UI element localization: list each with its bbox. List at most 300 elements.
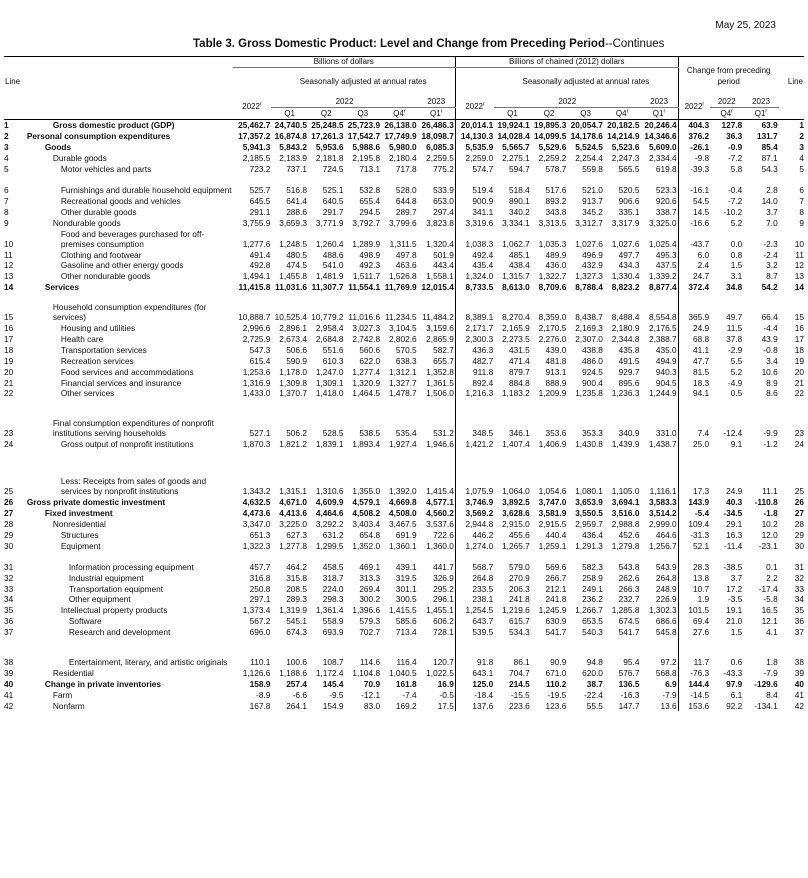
value-cell: 671.0 <box>545 668 567 678</box>
line-number: 15 <box>4 312 14 323</box>
value-cell: 298.3 <box>322 594 344 605</box>
value-cell: 94.1 <box>678 388 710 399</box>
row-label: Intellectual property products <box>60 605 168 616</box>
header-sa-billions: Seasonally adjusted at annual rates <box>299 76 427 86</box>
row-label: Nonresidential <box>52 518 106 529</box>
value-cell: -134.1 <box>754 700 778 711</box>
table-row <box>4 377 804 388</box>
value-cell: 338.7 <box>655 206 677 217</box>
value-cell: 1,216.3 <box>455 388 494 399</box>
value-cell: 547.3 <box>249 344 271 355</box>
table-row <box>4 667 804 678</box>
value-cell: 441.7 <box>433 561 454 572</box>
value-cell: 1,322.3 <box>242 540 271 551</box>
value-cell: 6.0 <box>678 249 710 260</box>
value-cell: 10.6 <box>761 366 778 377</box>
value-cell: 3,746.9 <box>455 496 494 507</box>
value-cell: 2,344.8 <box>611 333 640 344</box>
value-cell: 435.8 <box>618 344 640 355</box>
line-number-right: 19 <box>794 355 804 366</box>
value-cell: 574.7 <box>455 163 494 174</box>
value-cell: -12.1 <box>361 689 381 700</box>
row-label: Food and beverages purchased for off-premises consumption <box>60 228 205 249</box>
value-cell: 431.5 <box>508 344 530 355</box>
value-cell: 11,307.7 <box>311 282 344 293</box>
value-cell: 5,535.9 <box>455 141 494 152</box>
line-number: 40 <box>4 678 14 689</box>
value-cell: 641.4 <box>286 195 307 206</box>
value-cell: 2,999.0 <box>648 518 677 529</box>
table-row <box>4 130 804 141</box>
value-cell: 911.8 <box>455 366 494 377</box>
value-cell: 1,279.8 <box>611 540 640 551</box>
value-cell: -16.1 <box>678 174 710 195</box>
value-cell: 1,396.6 <box>352 605 381 616</box>
value-cell: 264.8 <box>655 572 677 583</box>
value-cell: 1,418.0 <box>315 388 344 399</box>
value-cell: 3,799.6 <box>388 217 417 228</box>
table-row <box>4 551 804 572</box>
value-cell: 1,327.7 <box>388 377 417 388</box>
value-cell: 775.2 <box>433 163 454 174</box>
line-number-right: 37 <box>794 627 804 638</box>
value-cell: 610.3 <box>322 355 344 366</box>
header-cq2: Q2 <box>531 108 568 120</box>
value-cell: 11,234.5 <box>384 312 417 323</box>
value-cell: 1,291.3 <box>575 540 603 551</box>
value-cell: 619.8 <box>655 163 677 174</box>
value-cell: 1,248.5 <box>279 238 307 249</box>
value-cell: 590.9 <box>286 355 307 366</box>
value-cell: 37.8 <box>726 333 743 344</box>
header-line-right: Line <box>787 76 803 86</box>
value-cell: 1,022.5 <box>426 668 454 678</box>
value-cell: 2,259.5 <box>426 153 454 164</box>
value-cell: 16.9 <box>437 678 454 689</box>
value-cell: 594.7 <box>508 163 530 174</box>
value-cell: 1,506.0 <box>426 388 454 399</box>
line-number-right: 33 <box>794 583 804 594</box>
value-cell: 125.0 <box>455 678 494 689</box>
value-cell: 404.3 <box>678 120 710 131</box>
value-cell: 40.3 <box>726 497 743 508</box>
value-cell: 579.3 <box>359 616 381 627</box>
value-cell: 248.9 <box>655 583 677 594</box>
value-cell: 1,481.9 <box>315 271 344 282</box>
header-change-2022-annual: 2022$^r$ <box>678 96 710 120</box>
value-cell: 439.0 <box>545 344 567 355</box>
value-cell: 10,779.2 <box>311 312 344 323</box>
value-cell: 1,256.7 <box>648 540 677 551</box>
value-cell: 296.1 <box>433 594 454 605</box>
line-number-right: 14 <box>794 282 804 293</box>
value-cell: 2,276.0 <box>538 333 567 344</box>
release-date: May 25, 2023 <box>715 20 776 31</box>
value-cell: 696.0 <box>249 627 271 638</box>
header-q3: Q3 <box>345 108 382 120</box>
value-cell: 49.7 <box>726 312 743 323</box>
value-cell: -17.4 <box>758 583 778 594</box>
value-cell: 924.5 <box>582 366 603 377</box>
value-cell: 1,327.3 <box>575 271 603 282</box>
table-header <box>4 57 804 120</box>
line-number-right: 21 <box>794 377 804 388</box>
table-row <box>4 496 804 507</box>
value-cell: 523.3 <box>655 184 677 195</box>
value-cell: 1,309.1 <box>315 377 344 388</box>
value-cell: 8,488.4 <box>611 312 640 323</box>
value-cell: 722.6 <box>433 529 454 540</box>
value-cell: 538.5 <box>359 428 381 439</box>
value-cell: 258.9 <box>582 572 603 583</box>
value-cell: 724.5 <box>322 163 344 174</box>
value-cell: 693.9 <box>322 627 344 638</box>
value-cell: 585.6 <box>395 616 417 627</box>
value-cell: 1,277.4 <box>352 366 381 377</box>
value-cell: 1,126.6 <box>242 668 271 678</box>
row-label: Household consumption expenditures (for services) <box>52 302 207 323</box>
value-cell: 651.3 <box>249 529 271 540</box>
value-cell: 24.9 <box>678 322 710 333</box>
table-row <box>4 594 804 605</box>
table-row <box>4 388 804 399</box>
value-cell: 531.2 <box>433 428 454 439</box>
value-cell: 1,839.1 <box>315 439 344 450</box>
row-label: Furnishings and durable household equipment <box>60 184 232 195</box>
value-cell: 38.7 <box>586 678 603 689</box>
value-cell: 6.9 <box>665 678 677 689</box>
value-cell: 1,361.5 <box>426 377 454 388</box>
value-cell: 12.0 <box>761 529 778 540</box>
line-number: 22 <box>4 388 14 399</box>
value-cell: 16.5 <box>761 605 778 616</box>
value-cell: 28.3 <box>678 551 710 572</box>
value-cell: 145.4 <box>322 678 344 689</box>
line-number: 39 <box>4 668 14 678</box>
value-cell: 4.1 <box>766 627 778 638</box>
value-cell: 123.6 <box>545 700 567 711</box>
line-number: 23 <box>4 428 14 439</box>
value-cell: 24,740.5 <box>274 120 307 131</box>
value-cell: 713.1 <box>359 163 381 174</box>
value-cell: 2.4 <box>678 260 710 271</box>
value-cell: 3,628.6 <box>502 508 530 519</box>
value-cell: 506.6 <box>286 344 307 355</box>
value-cell: 68.8 <box>678 333 710 344</box>
value-cell: 438.4 <box>508 260 530 271</box>
value-cell: 249.1 <box>582 583 603 594</box>
value-cell: 439.1 <box>395 561 417 572</box>
line-number-right: 25 <box>794 486 804 497</box>
value-cell: 1,075.9 <box>455 449 494 496</box>
value-cell: 884.8 <box>508 377 530 388</box>
value-cell: -9.8 <box>678 152 710 163</box>
value-cell: 3,312.7 <box>575 217 603 228</box>
value-cell: 264.1 <box>286 700 307 711</box>
value-cell: 1,038.3 <box>455 228 494 249</box>
row-label: Equipment <box>60 540 101 551</box>
value-cell: 879.7 <box>508 366 530 377</box>
table-row <box>4 678 804 689</box>
line-number-right: 1 <box>799 120 804 131</box>
value-cell: 1,360.0 <box>426 540 454 551</box>
value-cell: 1,407.4 <box>502 439 530 450</box>
row-label: Gross domestic product (GDP) <box>52 120 175 131</box>
value-cell: 2,725.9 <box>242 333 271 344</box>
value-cell: 26,138.0 <box>384 120 417 131</box>
value-cell: 474.5 <box>286 260 307 271</box>
value-cell: 1,373.4 <box>242 605 271 616</box>
value-cell: 622.0 <box>359 355 381 366</box>
value-cell: -4.9 <box>728 377 743 388</box>
value-cell: 16.3 <box>726 529 743 540</box>
value-cell: 464.2 <box>286 561 307 572</box>
row-label: Durable goods <box>52 153 107 164</box>
value-cell: 4,577.1 <box>426 497 454 508</box>
value-cell: 541.0 <box>322 260 344 271</box>
value-cell: 1,285.8 <box>611 605 640 616</box>
value-cell: 8,270.4 <box>502 312 530 323</box>
line-number-right: 16 <box>794 323 804 334</box>
value-cell: 3,467.5 <box>388 518 417 529</box>
value-cell: 14,028.4 <box>497 131 530 142</box>
value-cell: 893.2 <box>545 195 567 206</box>
header-cq4: Q4$^r$ <box>604 108 641 120</box>
value-cell: 644.8 <box>395 195 417 206</box>
table-row <box>4 174 804 195</box>
value-cell: 20,246.4 <box>644 120 677 131</box>
value-cell: 3,792.7 <box>352 217 381 228</box>
value-cell: 1,352.8 <box>426 366 454 377</box>
row-label: Residential <box>52 668 94 678</box>
value-cell: 1,236.3 <box>611 388 640 399</box>
value-cell: 241.8 <box>545 594 567 605</box>
revised-mark: r <box>403 108 406 115</box>
table-row <box>4 270 804 281</box>
value-cell: 541.7 <box>618 627 640 638</box>
value-cell: 136.5 <box>618 678 640 689</box>
value-cell: 11,016.6 <box>348 312 381 323</box>
row-label: Recreation services <box>60 355 134 366</box>
line-number-right: 36 <box>794 616 804 627</box>
table-row <box>4 615 804 626</box>
line-number-right: 23 <box>794 428 804 439</box>
value-cell: 686.6 <box>655 616 677 627</box>
value-cell: 1,324.0 <box>455 270 494 281</box>
value-cell: 653.0 <box>433 195 454 206</box>
value-cell: 1,188.6 <box>279 668 307 678</box>
line-number-right: 7 <box>799 195 804 206</box>
header-change-2022-quarter: 2022 <box>710 96 743 108</box>
value-cell: 443.4 <box>433 260 454 271</box>
line-number: 21 <box>4 377 14 388</box>
value-cell: 0.1 <box>766 561 778 572</box>
value-cell: 223.6 <box>508 700 530 711</box>
value-cell: 435.4 <box>455 260 494 271</box>
value-cell: 0.0 <box>730 238 743 249</box>
value-cell: 70.9 <box>363 678 381 689</box>
value-cell: 491.5 <box>618 355 640 366</box>
value-cell: 3.7 <box>766 206 778 217</box>
value-cell: 3,027.3 <box>352 323 381 334</box>
value-cell: 888.9 <box>545 377 567 388</box>
value-cell: -76.3 <box>678 667 710 678</box>
value-cell: 14,178.6 <box>570 131 603 142</box>
value-cell: 6,085.3 <box>426 142 454 153</box>
value-cell: 0.5 <box>730 388 743 399</box>
value-cell: 340.2 <box>508 206 530 217</box>
value-cell: 2,195.8 <box>352 153 381 164</box>
value-cell: 1,315.7 <box>502 271 530 282</box>
value-cell: 8,823.2 <box>611 282 640 293</box>
table-row <box>4 322 804 333</box>
value-cell: 353.3 <box>582 428 603 439</box>
value-cell: 372.4 <box>678 281 710 292</box>
value-cell: 3,581.9 <box>538 508 567 519</box>
value-cell: 1,274.0 <box>455 540 494 551</box>
value-cell: 147.7 <box>618 700 640 711</box>
value-cell: 116.4 <box>396 657 417 668</box>
value-cell: 528.5 <box>322 428 344 439</box>
value-cell: 539.5 <box>455 626 494 637</box>
line-number: 9 <box>4 217 9 228</box>
row-label: Industrial equipment <box>68 572 144 583</box>
value-cell: 206.3 <box>508 583 530 594</box>
row-label: Gross private domestic investment <box>26 497 166 508</box>
value-cell: 1,343.2 <box>242 486 271 497</box>
value-cell: -3.5 <box>728 594 743 605</box>
line-number-right: 42 <box>794 700 804 711</box>
line-number: 3 <box>4 142 9 153</box>
value-cell: 3,225.0 <box>279 518 307 529</box>
table-row <box>4 637 804 667</box>
value-cell: 494.9 <box>655 355 677 366</box>
value-cell: 2,958.4 <box>315 323 344 334</box>
table-row <box>4 583 804 594</box>
value-cell: -110.8 <box>754 497 778 508</box>
value-cell: 262.6 <box>618 572 640 583</box>
line-number: 42 <box>4 700 14 711</box>
value-cell: 3.2 <box>766 260 778 271</box>
value-cell: 540.3 <box>582 627 603 638</box>
value-cell: 3,771.9 <box>315 217 344 228</box>
value-cell: 8,438.7 <box>575 312 603 323</box>
line-number: 17 <box>4 333 14 344</box>
header-change: Change from preceding period <box>678 57 779 96</box>
table-title-continues: --Continues <box>604 38 665 50</box>
line-number-right: 32 <box>794 572 804 583</box>
value-cell: -26.1 <box>678 141 710 152</box>
value-cell: 313.3 <box>359 572 381 583</box>
value-cell: 3,104.5 <box>388 323 417 334</box>
value-cell: 43.9 <box>761 333 778 344</box>
value-cell: 143.9 <box>678 496 710 507</box>
value-cell: 3,892.5 <box>502 497 530 508</box>
line-number: 18 <box>4 344 14 355</box>
value-cell: 257.4 <box>286 678 307 689</box>
value-cell: 1,054.6 <box>538 486 567 497</box>
line-number: 29 <box>4 529 14 540</box>
value-cell: -16.6 <box>678 217 710 228</box>
value-cell: 1,433.0 <box>242 388 271 399</box>
value-cell: 20,054.7 <box>570 120 603 131</box>
value-cell: 532.8 <box>359 184 381 195</box>
value-cell: 2,180.4 <box>388 153 417 164</box>
value-cell: 717.8 <box>395 163 417 174</box>
line-number: 35 <box>4 605 14 616</box>
line-number-right: 13 <box>794 271 804 282</box>
value-cell: 232.7 <box>618 594 640 605</box>
line-number-right: 12 <box>794 260 804 271</box>
value-cell: 2.8 <box>766 184 778 195</box>
value-cell: 674.5 <box>618 616 640 627</box>
header-change-2023-quarter: 2023 <box>743 96 778 108</box>
table-row <box>4 572 804 583</box>
value-cell: 653.5 <box>582 616 603 627</box>
value-cell: 345.2 <box>582 206 603 217</box>
line-number: 6 <box>4 184 9 195</box>
value-cell: 5,953.6 <box>315 142 344 153</box>
value-cell: 346.1 <box>508 428 530 439</box>
value-cell: 66.4 <box>761 312 778 323</box>
value-cell: 1,330.4 <box>611 271 640 282</box>
row-label: Less: Receipts from sales of goods and services by nonprofit institutions <box>60 476 207 497</box>
value-cell: 436.0 <box>545 260 567 271</box>
value-cell: 47.7 <box>678 355 710 366</box>
value-cell: 464.6 <box>655 529 677 540</box>
value-cell: 5.2 <box>730 366 743 377</box>
value-cell: 533.9 <box>433 184 454 195</box>
value-cell: 1,172.4 <box>315 668 344 678</box>
value-cell: 655.7 <box>433 355 454 366</box>
value-cell: 2,334.4 <box>648 153 677 164</box>
value-cell: 0.6 <box>730 657 743 668</box>
value-cell: 1,320.9 <box>352 377 381 388</box>
value-cell: 1,439.9 <box>611 439 640 450</box>
revised-mark: r <box>482 101 485 108</box>
value-cell: 376.2 <box>678 130 710 141</box>
line-number: 13 <box>4 271 14 282</box>
value-cell: 576.7 <box>618 668 640 678</box>
value-cell: 654.8 <box>359 529 381 540</box>
gdp-table <box>4 56 804 711</box>
value-cell: 26,486.3 <box>421 120 454 131</box>
value-cell: 1,355.0 <box>352 486 381 497</box>
value-cell: 10,888.7 <box>238 312 271 323</box>
value-cell: 620.0 <box>582 668 603 678</box>
line-number-right: 27 <box>794 508 804 519</box>
header-2023-quarter: 2023 <box>418 96 456 108</box>
value-cell: 1,315.1 <box>279 486 307 497</box>
line-number: 26 <box>4 497 14 508</box>
value-cell: 527.1 <box>249 428 271 439</box>
value-cell: 560.6 <box>359 344 381 355</box>
header-chained: Billions of chained (2012) dollars <box>455 57 678 68</box>
line-number: 7 <box>4 195 9 206</box>
value-cell: 55.5 <box>586 700 603 711</box>
value-cell: 20,182.5 <box>607 120 640 131</box>
value-cell: 435.0 <box>655 344 677 355</box>
value-cell: 643.1 <box>455 667 494 678</box>
value-cell: 1,027.6 <box>575 238 603 249</box>
value-cell: 1,027.6 <box>611 238 640 249</box>
value-cell: 2,896.1 <box>279 323 307 334</box>
value-cell: 294.5 <box>359 206 381 217</box>
value-cell: -22.4 <box>583 689 603 700</box>
value-cell: 297.1 <box>249 594 271 605</box>
value-cell: 326.9 <box>433 572 454 583</box>
value-cell: 545.8 <box>655 627 677 638</box>
